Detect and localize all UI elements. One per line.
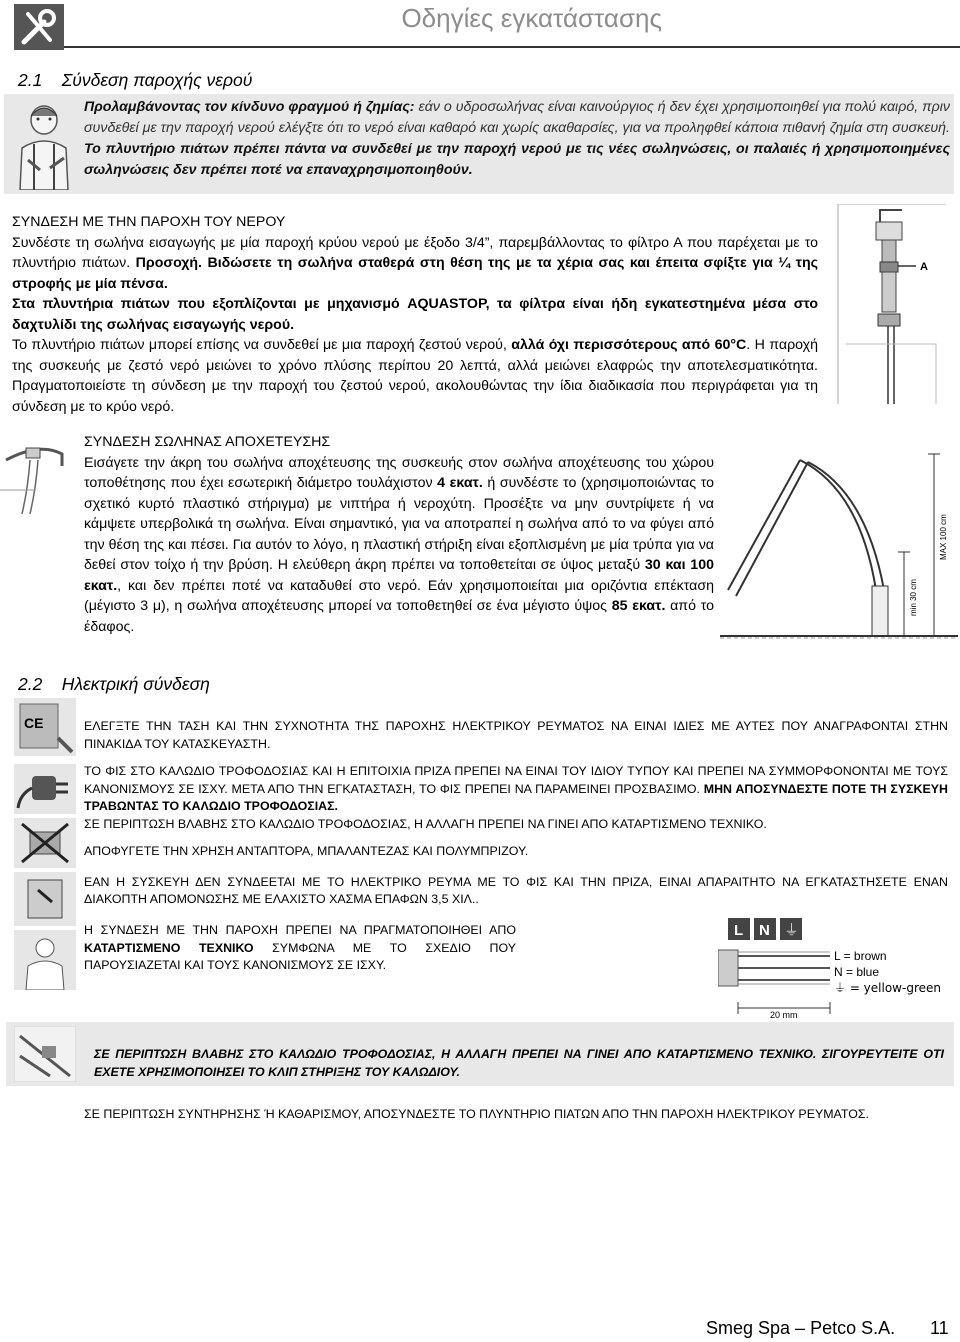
drain-heading: ΣΥΝΔΕΣΗ ΣΩΛΗΝΑΣ ΑΠΟΧΕΤΕΥΣΗΣ (84, 434, 331, 450)
tech-text: Η ΣΥΝΔΕΣΗ ΜΕ ΤΗΝ ΠΑΡΟΧΗ ΠΡΕΠΕΙ ΝΑ ΠΡΑΓΜΑΤΟΠΟΙΗΘΕΙ ΑΠΟ (84, 923, 516, 937)
badge-l: L (734, 922, 744, 939)
drain-bold-2: 30 και 100 εκατ. (84, 557, 714, 594)
voltage-check-text: ΕΛΕΓΞΤΕ ΤΗΝ ΤΑΣΗ ΚΑΙ ΤΗΝ ΣΥΧΝΟΤΗΤΑ ΤΗΣ ΠΑΡΟΧΗΣ ΗΛΕΚΤΡΙΚΟΥ ΡΕΥΜΑΤΟΣ ΝΑ ΕΙΝΑΙ ΙΔΙΕΣ ΜΕ ΑΥΤΕΣ ΠΟΥ ΑΝΑΓΡΑΦΟΝΤΑΙ ΣΤΗΝ ΠΙΝΑΚΙΔΑ ΤΟΥ ΚΑΤΑΣΚΕΥΑΣΤΗ. (84, 719, 948, 751)
water-p3-rest: . Η παροχή της συσκευής με ζεστό νερό μειώνει το χρόνο πλύσης περίπου 20 λεπτά, αλλά μειώνει ελαφρώς την αποτελεσματικότητα. Πραγματοποιείστε τη σύνδεση με την παροχή του ζεστού νερού, ακολουθώντας την ίδια διαδικασία που περιγράφεται για τη σύνδεση με το κρύο νερό. (12, 337, 819, 415)
wire-diagram (718, 912, 958, 1022)
svg-text:CE: CE (24, 715, 44, 731)
notice-text: εάν ο υδροσωλήνας είναι καινούργιος ή δεν έχει χρησιμοποιηθεί για πολύ καιρό, πριν συνδεθεί με την παροχή νερού ελέγξτε ότι το νερό είναι καθαρό και χωρίς ακαθαρσίες, για να προληφθεί κάποια πιθανή ζημία στη συσκευή. (84, 99, 951, 136)
legend-l: L = brown (834, 949, 887, 963)
drain-text-1: Εισάγετε την άκρη του σωλήνα αποχέτευσης της συσκευής στον σωλήνα αποχέτευσης του χώρου τοποθέτησης που έχει εσωτερική διάμετρο τουλάχιστον (84, 454, 714, 491)
notice-intro: Προλαμβάνοντας τον κίνδυνο φραγμού ή ζημίας: (84, 99, 415, 115)
page-number: 11 (930, 1318, 949, 1338)
water-p1-bold: Προσοχή. Βιδώσετε τη σωλήνα σταθερά στη θέση της με τα χέρια σας και έπειτα σφίξτε για ¼ της στροφής με μία πένσα. (12, 255, 818, 292)
maintenance-text: ΣΕ ΠΕΡΙΠΤΩΣΗ ΣΥΝΤΗΡΗΣΗΣ Ή ΚΑΘΑΡΙΣΜΟΥ, ΑΠΟΣΥΝΔΕΣΤΕ ΤΟ ΠΛΥΝΤΗΡΙΟ ΠΙΑΤΩΝ ΑΠΟ ΤΗΝ ΠΑΡΟΧΗ ΗΛΕΚΤΡΙΚΟΥ ΡΕΥΜΑΤΟΣ. (84, 1107, 869, 1121)
water-p2-bold: Στα πλυντήρια πιάτων που εξοπλίζονται με μηχανισμό AQUASTOP, τα φίλτρα είναι ήδη εγκατεστημένα μέσα στο δαχτυλίδι της σωλήνας εισαγωγής νερού. (12, 296, 818, 333)
section-name: Ηλεκτρική σύνδεση (61, 674, 210, 694)
plug-text: ΤΟ ΦΙΣ ΣΤΟ ΚΑΛΩΔΙΟ ΤΡΟΦΟΔΟΣΙΑΣ ΚΑΙ Η ΕΠΙΤΟΙΧΙΑ ΠΡΙΖΑ ΠΡΕΠΕΙ ΝΑ ΕΙΝΑΙ ΤΟΥ ΙΔΙΟΥ ΤΥΠΟΥ ΚΑΙ ΠΡΕΠΕΙ ΝΑ ΣΥΜΜΟΡΦΟΝΟΝΤΑΙ ΜΕ ΤΟΥΣ ΚΑΝΟΝΙΣΜΟΥΣ ΣΕ ΙΣΧΥ. ΜΕΤΑ ΑΠΟ ΤΗΝ ΕΓΚΑΤΑΣΤΑΣΗ, ΤΟ ΦΙΣ ΠΡΕΠΕΙ ΝΑ ΠΑΡΑΜΕΙΝΕΙ ΠΡΟΣΒΑΣΙΜΟ. (84, 764, 948, 796)
badge-n: N (759, 922, 770, 939)
adapters-text: ΑΠΟΦΥΓΕΤΕ ΤΗΝ ΧΡΗΣΗ ΑΝΤΑΠΤΟΡΑ, ΜΠΑΛΑΝΤΕΖΑΣ ΚΑΙ ΠΟΛΥΜΠΡΙΖΟΥ. (84, 844, 529, 858)
legend-earth: ⏚ = yellow-green (834, 981, 941, 995)
section-2-2-title (18, 674, 210, 695)
dimension-label: 20 mm (770, 1010, 798, 1020)
section-number: 2.1 (18, 70, 43, 90)
page-title: Οδηγίες εγκατάστασης (401, 3, 662, 33)
max-height-label: MAX 100 cm (939, 514, 948, 560)
faucet-illustration (0, 438, 80, 514)
ce-plate-icon (14, 698, 76, 756)
notice-bold: Το πλυντήριο πιάτων πρέπει πάντα να συνδεθεί με την παροχή νερού με τις νέες σωληνώσεις, οι παλαιές ή χρησιμοποιημένες σωληνώσεις δεν πρέπει ποτέ να επαναχρησιμοποιηθούν. (84, 141, 950, 178)
cable-warning-text: ΣΕ ΠΕΡΙΠΤΩΣΗ ΒΛΑΒΗΣ ΣΤΟ ΚΑΛΩΔΙΟ ΤΡΟΦΟΔΟΣΙΑΣ, Η ΑΛΛΑΓΗ ΠΡΕΠΕΙ ΝΑ ΓΙΝΕΙ ΑΠΟ ΚΑΤΑΡΤΙΣΜΕΝΟ ΤΕΧΝΙΚΟ. ΣΙΓΟΥΡΕΥΤΕΙΤΕ ΟΤΙ ΕΧΕΤΕ ΧΡΗΣΙΜΟΠΟΙΗΣΕΙ ΤΟ ΚΛΙΠ ΣΤΗΡΙΞΗΣ ΤΟΥ ΚΑΛΩΔΙΟΥ. (94, 1047, 944, 1079)
isolation-switch-icon (14, 872, 76, 926)
water-p3: Το πλυντήριο πιάτων μπορεί επίσης να συνδεθεί με μια παροχή ζεστού νερού, (12, 337, 512, 353)
legend-n: N = blue (834, 965, 880, 979)
tap-filter-illustration (836, 204, 958, 412)
filter-label: A (920, 261, 928, 273)
min-height-label: min 30 cm (909, 579, 918, 616)
switch-text: ΕΑΝ Η ΣΥΣΚΕΥΗ ΔΕΝ ΣΥΝΔΕΕΤΑΙ ΜΕ ΤΟ ΗΛΕΚΤΡΙΚΟ ΡΕΥΜΑ ΜΕ ΤΟ ΦΙΣ ΚΑΙ ΤΗΝ ΠΡΙΖΑ, ΕΙΝΑΙ ΑΠΑΡΑΙΤΗΤΟ ΝΑ ΕΓΚΑΤΑΣΤΗΣΕΤΕ ΕΝΑΝ ΔΙΑΚΟΠΤΗ ΑΠΟΜΟΝΩΣΗΣ ΜΕ ΕΛΑΧΙΣΤΟ ΧΑΣΜΑ ΕΠΑΦΩΝ 3,5 ΧΙΛ.. (84, 874, 948, 906)
drain-bold-1: 4 εκατ. (437, 475, 483, 491)
footer-company: Smeg Spa – Petco S.A. (706, 1318, 896, 1338)
damage-text: ΣΕ ΠΕΡΙΠΤΩΣΗ ΒΛΑΒΗΣ ΣΤΟ ΚΑΛΩΔΙΟ ΤΡΟΦΟΔΟΣΙΑΣ, Η ΑΛΛΑΓΗ ΠΡΕΠΕΙ ΝΑ ΓΙΝΕΙ ΑΠΟ ΚΑΤΑΡΤΙΣΜΕΝΟ ΤΕΧΝΙΚΟ. (84, 816, 767, 831)
drain-bold-3: 85 εκατ. (611, 598, 666, 614)
technician-text (84, 922, 516, 975)
water-p1: Συνδέστε τη σωλήνα εισαγωγής με μία παροχή κρύου νερού με έξοδο 3/4”, παρεμβάλλοντας το φίλτρο Α που παρέχεται με το πλυντήριο πιάτων. (12, 234, 818, 271)
electrical-block (84, 718, 948, 909)
drain-text-2: ή συνδέστε το (χρησιμοποιώντας το σχετικό κυρτό πλαστικό στήριγμα) με νιπτήρα ή νεροχύτη. Προσέξτε να μην συντρίψετε ή να κάμψετε υπερβολικά τη σωλήνα. Είναι σημαντικό, για να αποτραπεί η σωλήνα από το να φύγει από την θέση της και πέσει. Για αυτόν το λόγο, η πλαστική στήριξη είναι εξοπλισμένη με μία τρύπα για να δεθεί στον τοίχο ή την βρύση. Η ελεύθερη άκρη πρέπει να τοποθετείται σε ύψος μεταξύ (84, 475, 714, 573)
tools-icon (14, 4, 64, 50)
drain-block (84, 432, 714, 637)
header-rule (64, 46, 960, 48)
water-notice (84, 97, 950, 181)
technician-illustration (10, 98, 78, 190)
section-2-1-title (18, 70, 252, 91)
badge-earth: ⏚ (784, 921, 800, 939)
water-p3-bold: αλλά όχι περισσότερους από 60°C (511, 337, 747, 353)
technician-icon (14, 930, 76, 990)
tech-rest: ΣΥΜΦΩΝΑ ΜΕ ΤΟ ΣΧΕΔΙΟ ΠΟΥ ΠΑΡΟΥΣΙΑΖΕΤΑΙ ΚΑΙ ΤΟΥΣ ΚΑΝΟΝΙΣΜΟΥΣ ΣΕ ΙΣΧΥ. (84, 940, 516, 972)
section-number: 2.2 (18, 674, 43, 694)
drain-height-diagram (720, 440, 958, 668)
section-name: Σύνδεση παροχής νερού (61, 70, 253, 90)
plug-bold-text: ΜΗΝ ΑΠΟΣΥΝΔΕΣΤΕ ΠΟΤΕ ΤΗ ΣΥΣΚΕΥΗ ΤΡΑΒΩΝΤΑΣ ΤΟ ΚΑΛΩΔΙΟ ΤΡΟΦΟΔΟΣΙΑΣ. (84, 781, 948, 813)
plug-icon (14, 764, 76, 814)
drain-text-3: , και δεν πρέπει ποτέ να καταδυθεί στο νερό. Εάν χρησιμοποιείται μια οριζόντια επέκταση (μέγιστο 3 μ), η σωλήνα αποχέτευσης μπορεί να τοποθετηθεί σε ένα μέγιστο ύψος (84, 577, 714, 614)
water-connection-block (12, 212, 818, 417)
drain-text-4: από το έδαφος. (84, 598, 714, 635)
no-adapter-icon (14, 818, 76, 868)
cable-clip-icon (14, 1026, 76, 1082)
water-heading: ΣΥΝΔΕΣΗ ΜΕ ΤΗΝ ΠΑΡΟΧΗ ΤΟΥ ΝΕΡΟΥ (12, 214, 286, 230)
tech-bold: ΚΑΤΑΡΤΙΣΜΕΝΟ ΤΕΧΝΙΚΟ (84, 940, 254, 955)
